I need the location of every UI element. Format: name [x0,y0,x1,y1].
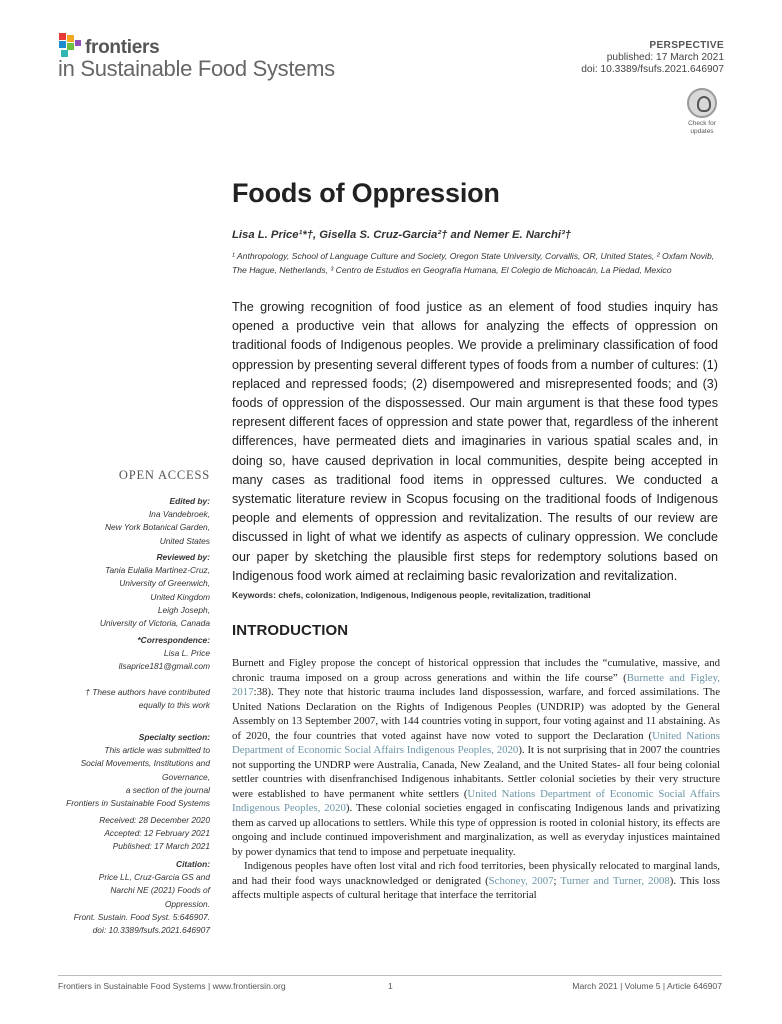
article-type: PERSPECTIVE [649,40,724,51]
citation-link[interactable]: United Nations Department of Economic Social Affairs Indigenous Peoples, 2020 [232,787,721,814]
body-paragraph: Burnett and Figley propose the concept of historical oppression that includes the “cumulative, massive, and chronic trauma imposed on a group across generations and within the life course” (Burnette and Figley, 2017:38). They note that historic trauma includes land dispossession, warfare, and forced assimilations. The United Nations Declaration on the Rights of Indigenous Peoples (UNDRIP) was adopted by the General Assembly on 13 September 2007, with 144 countries voting in support, four voting against and 11 abstaining. As of 2020, the four countries that voted against have now voted to support the Declaration (United Nations Department of Economic Social Affairs Indigenous Peoples, 2020). It is not surprising that in 2007 the countries not supporting the UNDRP were Australia, Canada, New Zealand, and the United States- all four being colonial settler countries with disenfranchised Indigenous inhabitants. Settler colonial societies by their very structure were established to have permanent white settlers (United Nations Department of Economic Social Affairs Indigenous Peoples, 2020). These colonial societies engaged in confiscating Indigenous lands and privatizing them as carved up allocations to settlers. While this type of oppression is rooted in colonial history, its effects are ongoing and include continued impoverishment and marginalization, as well as everyday injustices maintained by power dynamics that tend to impose and perpetuate inequality. [232,657,721,858]
logo-wordmark: frontiers [85,37,160,58]
equal-contribution-note: † These authors have contributed equally to this work [85,687,210,711]
introduction-heading: INTRODUCTION [232,622,349,639]
keywords: Keywords: chefs, colonization, Indigenous, Indigenous people, revitalization, traditional [232,590,591,600]
abstract: The growing recognition of food justice as an element of food studies inquiry has opened a productive vein that allows for analyzing the effects of oppression on traditional foods of Indigenous peoples. We provide a preliminary classification of food oppression by presenting several different types of foods from a number of cultures: (1) replaced and repressed foods; (2) disempowered and misrepresented foods; and (3) foods of oppression of the dispossessed. Our main argument is that these food types represent different faces of oppression and state power that, regardless of the inherent differences, have permeated diets and imaginaries in various spatial scales and, in doing so, have caused deprivation in local communities, despite being accepted in many cases as traditional food items in oppressed cultures. We conducted a systematic literature review in Scopus focusing on the traditional foods of Indigenous people and elements of oppression and revitalization. The results of our review are discussed in light of what we identify as aspects of culinary oppression. We conclude our paper by sketching the plausible first steps for redemptory solutions based on Indigenous food work aimed at reclaiming basic revalorization and revitalization. [232,300,718,583]
check-updates-label: Check for updates [688,120,716,135]
authors: Lisa L. Price¹*†, Gisella S. Cruz-Garcia²† and Nemer E. Narchi³† [232,229,572,241]
citation-link[interactable]: Schoney, 2007 [488,874,554,887]
citation-link[interactable]: Burnette and Figley, 2017 [232,671,720,698]
footer-divider [58,975,722,976]
check-for-updates-badge[interactable] [680,88,724,135]
edited-by: Edited by: Ina Vandebroek, New York Botanical Garden, United States [104,496,210,546]
correspondence-email[interactable]: llsaprice181@gmail.com [118,661,210,672]
correspondence: *Correspondence: Lisa L. Price llsaprice181@gmail.com [58,634,210,674]
citation-block: Citation: Price LL, Cruz-Garcia GS and Narchi NE (2021) Foods of Oppression. Front. Sustain. Food Syst. 5:646907. doi: 10.3389/fsufs.2021.646907 [73,859,210,936]
page-number: 1 [388,981,393,991]
open-access-label: OPEN ACCESS [118,468,210,482]
check-updates-icon [687,88,717,118]
journal-name: in Sustainable Food Systems [58,56,335,81]
footer-issue: March 2021 | Volume 5 | Article 646907 [572,981,722,991]
specialty-section: Specialty section: This article was submitted to Social Movements, Institutions and Governance, a section of the journal Frontiers in Sustainable Food Systems [66,732,210,809]
doi[interactable]: doi: 10.3389/fsufs.2021.646907 [581,64,724,75]
article-title: Foods of Oppression [232,178,500,208]
citation-link[interactable]: United Nations Department of Economic Social Affairs Indigenous Peoples, 2020 [232,729,720,756]
article-meta [581,40,724,76]
body-paragraph: Indigenous peoples have often lost vital and rich food territories, been physically relocated to marginal lands, and had their food ways unacknowledged or denigrated (Schoney, 2007; Turner and Turner, 2008). This loss affects multiple aspects of cultural heritage that interface the territorial [232,860,720,901]
dates: Received: 28 December 2020 Accepted: 12 February 2021 Published: 17 March 2021 [99,815,210,852]
published-date: published: 17 March 2021 [606,52,724,63]
journal-logo[interactable] [58,33,338,83]
reviewed-by: Reviewed by: Tania Eulalia Martinez-Cruz, University of Greenwich, United Kingdom Leigh Joseph, University of Victoria, Canada [99,552,210,629]
footer-journal[interactable]: Frontiers in Sustainable Food Systems | www.frontiersin.org [58,981,286,991]
body-text [232,656,720,903]
affiliations: ¹ Anthropology, School of Language Culture and Society, Oregon State University, Corvallis, OR, United States, ² Oxfam Novib, The Hague, Netherlands, ³ Centro de Estudios en Geografía Humana, El Colegio de Michoacán, La Piedad, Mexico [232,251,715,275]
citation-link[interactable]: Turner and Turner, 2008 [560,874,670,887]
